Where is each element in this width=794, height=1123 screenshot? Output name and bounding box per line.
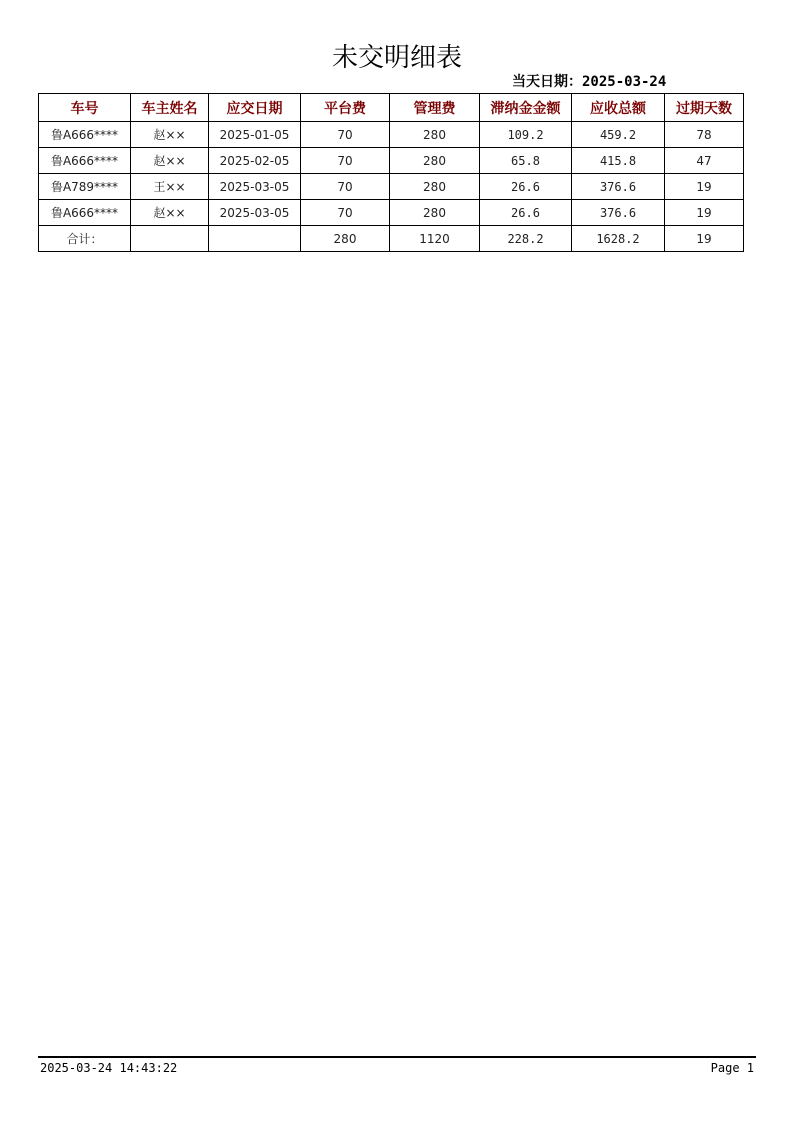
header-plate-number: 车号: [39, 94, 131, 122]
cell-late-fee: 26.6: [480, 200, 572, 226]
header-owner-name: 车主姓名: [131, 94, 209, 122]
cell-platform-fee: 70: [301, 148, 390, 174]
table-row: [39, 148, 744, 174]
cell-plate-number: 鲁A666****: [39, 148, 131, 174]
total-late-fee: 228.2: [480, 226, 572, 252]
cell-total-receivable: 459.2: [572, 122, 665, 148]
cell-platform-fee: 70: [301, 122, 390, 148]
cell-overdue-days: 19: [665, 200, 744, 226]
cell-total-receivable: 376.6: [572, 174, 665, 200]
table-total-row: [39, 226, 744, 252]
cell-due-date: 2025-03-05: [209, 200, 301, 226]
footer-page-number: Page 1: [710, 1061, 754, 1075]
cell-plate-number: 鲁A666****: [39, 200, 131, 226]
total-platform-fee: 280: [301, 226, 390, 252]
report-date-value: 2025-03-24: [582, 74, 667, 90]
cell-due-date: 2025-02-05: [209, 148, 301, 174]
total-overdue-days: 19: [665, 226, 744, 252]
cell-due-date: 2025-01-05: [209, 122, 301, 148]
table-row: [39, 122, 744, 148]
cell-platform-fee: 70: [301, 174, 390, 200]
report-date: [512, 72, 666, 92]
total-label: 合计：: [39, 226, 131, 252]
cell-total-receivable: 415.8: [572, 148, 665, 174]
cell-overdue-days: 19: [665, 174, 744, 200]
table-row: [39, 200, 744, 226]
header-platform-fee: 平台费: [301, 94, 390, 122]
cell-management-fee: 280: [390, 174, 480, 200]
footer-timestamp: 2025-03-24 14:43:22: [40, 1061, 178, 1075]
header-late-fee: 滞纳金金额: [480, 94, 572, 122]
cell-owner-name: 赵××: [131, 122, 209, 148]
total-cell-owner-name: [131, 226, 209, 252]
cell-overdue-days: 78: [665, 122, 744, 148]
cell-total-receivable: 376.6: [572, 200, 665, 226]
cell-plate-number: 鲁A789****: [39, 174, 131, 200]
report-title: 未交明细表: [331, 43, 462, 73]
cell-owner-name: 王××: [131, 174, 209, 200]
header-management-fee: 管理费: [390, 94, 480, 122]
cell-management-fee: 280: [390, 200, 480, 226]
header-due-date: 应交日期: [209, 94, 301, 122]
cell-plate-number: 鲁A666****: [39, 122, 131, 148]
header-total-receivable: 应收总额: [572, 94, 665, 122]
cell-late-fee: 109.2: [480, 122, 572, 148]
report-date-label: 当天日期：: [512, 74, 582, 90]
total-management-fee: 1120: [390, 226, 480, 252]
cell-owner-name: 赵××: [131, 148, 209, 174]
header-overdue-days: 过期天数: [665, 94, 744, 122]
cell-due-date: 2025-03-05: [209, 174, 301, 200]
total-cell-due-date: [209, 226, 301, 252]
cell-management-fee: 280: [390, 148, 480, 174]
cell-platform-fee: 70: [301, 200, 390, 226]
cell-late-fee: 65.8: [480, 148, 572, 174]
cell-late-fee: 26.6: [480, 174, 572, 200]
footer-divider: [38, 1056, 756, 1058]
total-receivable: 1628.2: [572, 226, 665, 252]
cell-overdue-days: 47: [665, 148, 744, 174]
cell-management-fee: 280: [390, 122, 480, 148]
cell-owner-name: 赵××: [131, 200, 209, 226]
table-row: [39, 174, 744, 200]
unpaid-details-table: [38, 93, 744, 252]
table-header-row: [39, 94, 744, 122]
